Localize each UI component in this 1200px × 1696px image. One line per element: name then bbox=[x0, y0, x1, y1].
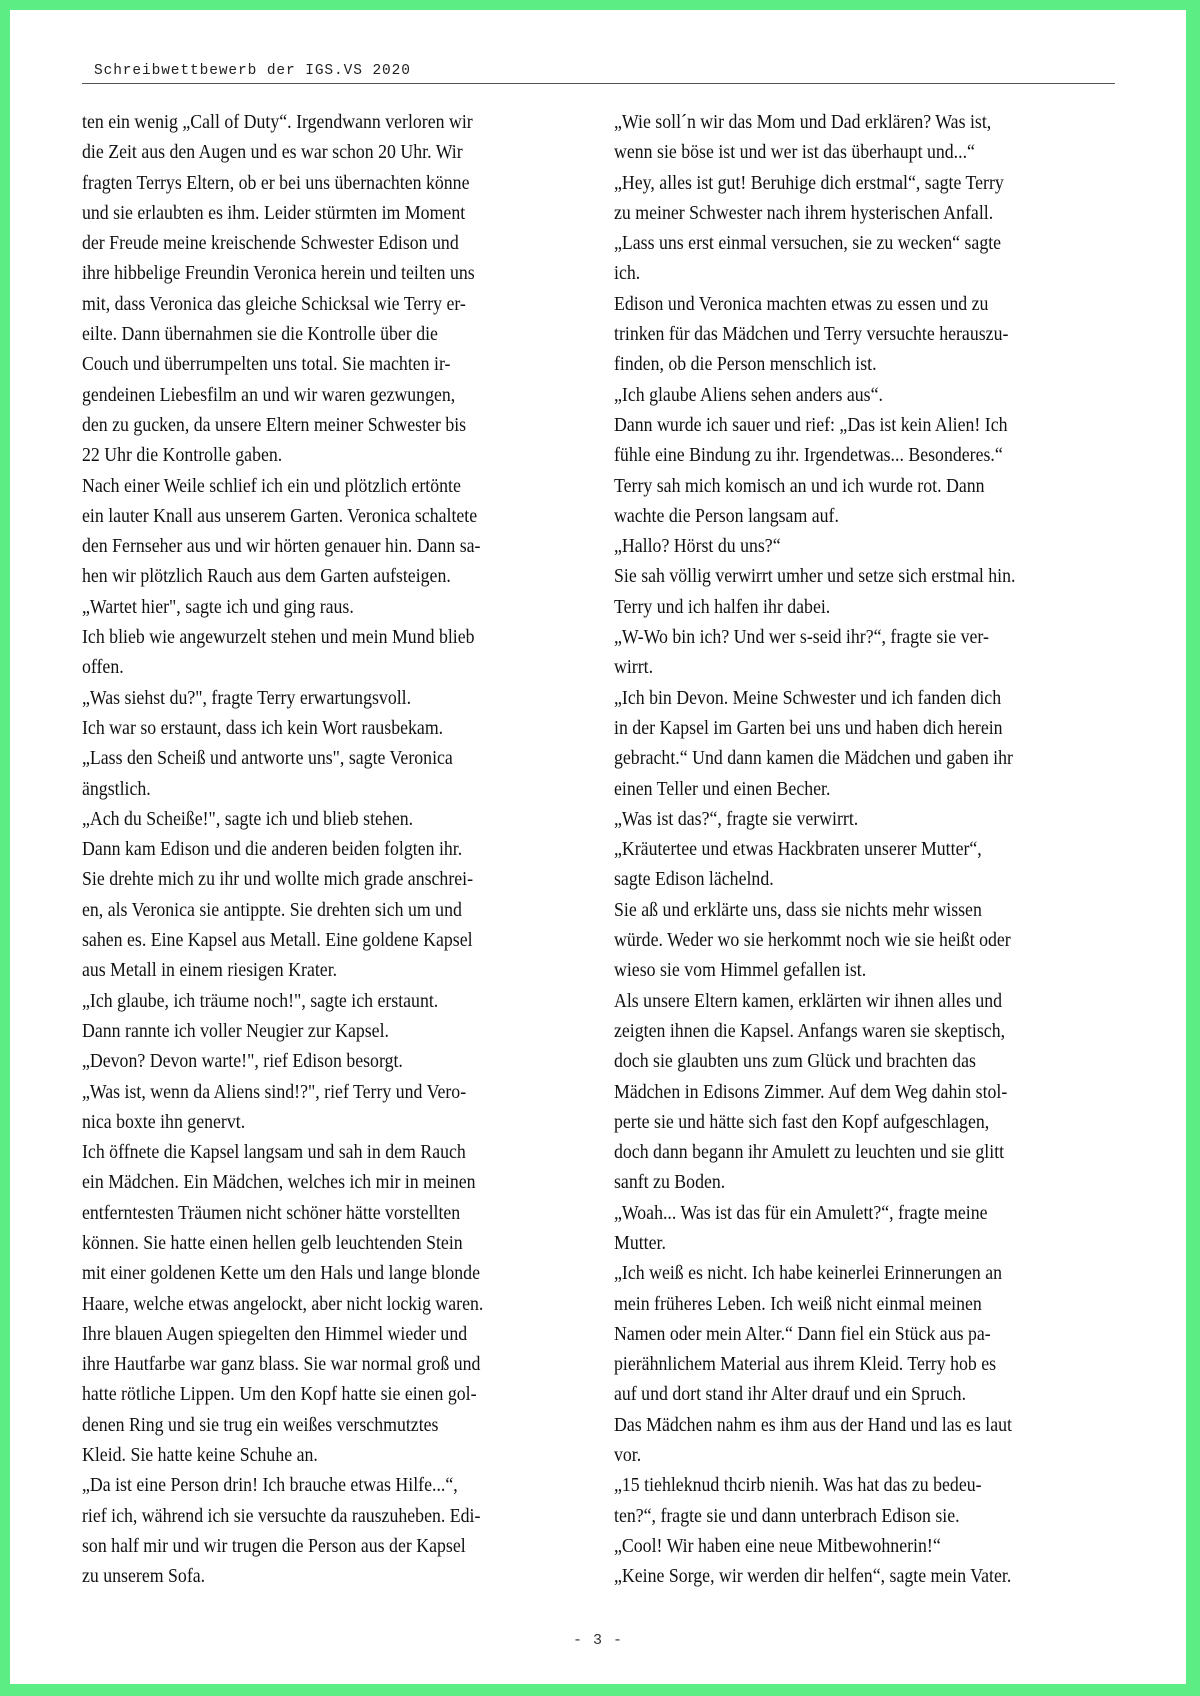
text-line: Sie sah völlig verwirrt umher und setze sich erstmal hin. bbox=[614, 565, 1016, 588]
text-line: ein lauter Knall aus unserem Garten. Veronica schaltete bbox=[82, 504, 478, 527]
text-line: Dann wurde ich sauer und rief: „Das ist kein Alien! Ich bbox=[614, 413, 1008, 436]
text-line: „Wie soll´n wir das Mom und Dad erklären? Was ist, bbox=[614, 111, 992, 133]
text-line: „Wartet hier", sagte ich und ging raus. bbox=[82, 595, 354, 618]
right-text-column bbox=[614, 107, 1134, 1592]
header-title: Schreibwettbewerb der IGS.VS 2020 bbox=[94, 63, 411, 79]
left-text-column bbox=[82, 107, 602, 1592]
text-line: Sie aß und erklärte uns, dass sie nichts mehr wissen bbox=[614, 898, 982, 921]
text-line: denen Ring und sie trug ein weißes verschmutztes bbox=[82, 1413, 439, 1436]
text-line: „W-Wo bin ich? Und wer s-seid ihr?“, fragte sie ver- bbox=[614, 626, 989, 649]
text-line: „Ich glaube, ich träume noch!", sagte ich erstaunt. bbox=[82, 989, 439, 1012]
text-line: „Was ist das?“, fragte sie verwirrt. bbox=[614, 807, 859, 830]
text-line: eilte. Dann übernahmen sie die Kontrolle über die bbox=[82, 323, 438, 346]
text-line: sanft zu Boden. bbox=[614, 1171, 726, 1194]
text-line: vor. bbox=[614, 1444, 642, 1467]
text-line: „Was siehst du?", fragte Terry erwartungsvoll. bbox=[82, 686, 412, 709]
text-line: Ich öffnete die Kapsel langsam und sah in dem Rauch bbox=[82, 1141, 466, 1164]
text-line: „15 tiehleknud thcirb nienih. Was hat das zu bedeu- bbox=[614, 1474, 982, 1497]
text-line: „Keine Sorge, wir werden dir helfen“, sagte mein Vater. bbox=[614, 1565, 1012, 1588]
text-line: Dann rannte ich voller Neugier zur Kapsel. bbox=[82, 1019, 389, 1042]
text-line: Nach einer Weile schlief ich ein und plötzlich ertönte bbox=[82, 474, 461, 497]
document-page bbox=[10, 10, 1186, 1684]
text-line: würde. Weder wo sie herkommt noch wie sie heißt oder bbox=[614, 929, 1011, 952]
text-line: ten?“, fragte sie und dann unterbrach Edison sie. bbox=[614, 1504, 960, 1527]
text-line: 22 Uhr die Kontrolle gaben. bbox=[82, 444, 283, 467]
text-line: doch dann begann ihr Amulett zu leuchten und sie glitt bbox=[614, 1141, 1005, 1164]
text-line: „Da ist eine Person drin! Ich brauche etwas Hilfe...“, bbox=[82, 1474, 458, 1497]
text-line: „Ich glaube Aliens sehen anders aus“. bbox=[614, 383, 883, 406]
text-line: gebracht.“ Und dann kamen die Mädchen und gaben ihr bbox=[614, 747, 1013, 770]
text-line: ihre hibbelige Freundin Veronica herein und teilten uns bbox=[82, 262, 475, 285]
text-line: „Kräutertee und etwas Hackbraten unserer Mutter“, bbox=[614, 838, 982, 861]
text-line: den zu gucken, da unsere Eltern meiner Schwester bis bbox=[82, 413, 467, 436]
text-line: offen. bbox=[82, 656, 124, 679]
text-line: hatte rötliche Lippen. Um den Kopf hatte sie einen gol- bbox=[82, 1383, 477, 1406]
text-line: Edison und Veronica machten etwas zu essen und zu bbox=[614, 292, 989, 315]
text-line: Namen oder mein Alter.“ Dann fiel ein Stück aus pa- bbox=[614, 1322, 991, 1345]
text-line: Kleid. Sie hatte keine Schuhe an. bbox=[82, 1444, 318, 1467]
text-line: wachte die Person langsam auf. bbox=[614, 504, 839, 527]
page-number: - 3 - bbox=[572, 1632, 623, 1649]
text-line: hen wir plötzlich Rauch aus dem Garten aufsteigen. bbox=[82, 565, 451, 588]
text-line: ten ein wenig „Call of Duty“. Irgendwann verloren wir bbox=[82, 111, 473, 133]
text-line: und sie erlaubten es ihm. Leider stürmten im Moment bbox=[82, 201, 466, 224]
text-line: Dann kam Edison und die anderen beiden folgten ihr. bbox=[82, 838, 463, 861]
text-line: ihre Hautfarbe war ganz blass. Sie war normal groß und bbox=[82, 1353, 481, 1376]
text-line: Terry sah mich komisch an und ich wurde rot. Dann bbox=[614, 474, 985, 497]
text-line: zu meiner Schwester nach ihrem hysterischen Anfall. bbox=[614, 201, 994, 224]
text-line: rief ich, während ich sie versuchte da rauszuheben. Edi- bbox=[82, 1504, 481, 1527]
text-line: Sie drehte mich zu ihr und wollte mich grade anschrei- bbox=[82, 868, 474, 891]
text-line: „Ach du Scheiße!", sagte ich und blieb stehen. bbox=[82, 807, 414, 830]
text-line: Couch und überrumpelten uns total. Sie machten ir- bbox=[82, 353, 451, 376]
text-line: „Ich bin Devon. Meine Schwester und ich fanden dich bbox=[614, 686, 1002, 709]
text-line: mit, dass Veronica das gleiche Schicksal wie Terry er- bbox=[82, 292, 466, 315]
text-line: mit einer goldenen Kette um den Hals und lange blonde bbox=[82, 1262, 480, 1285]
text-line: mein früheres Leben. Ich weiß nicht einmal meinen bbox=[614, 1292, 982, 1315]
text-line: sahen es. Eine Kapsel aus Metall. Eine goldene Kapsel bbox=[82, 929, 473, 952]
text-line: ängstlich. bbox=[82, 777, 151, 800]
text-line: können. Sie hatte einen hellen gelb leuchtenden Stein bbox=[82, 1231, 463, 1254]
text-line: nica boxte ihn genervt. bbox=[82, 1110, 246, 1133]
text-line: trinken für das Mädchen und Terry versuchte herauszu- bbox=[614, 323, 1009, 346]
page-header bbox=[82, 52, 1115, 84]
text-line: fühle eine Bindung zu ihr. Irgendetwas... Besonderes.“ bbox=[614, 444, 1003, 467]
text-line: aus Metall in einem riesigen Krater. bbox=[82, 959, 338, 982]
text-line: Mädchen in Edisons Zimmer. Auf dem Weg dahin stol- bbox=[614, 1080, 1008, 1103]
text-line: „Lass uns erst einmal versuchen, sie zu wecken“ sagte bbox=[614, 232, 1002, 255]
text-line: perte sie und hätte sich fast den Kopf aufgeschlagen, bbox=[614, 1110, 990, 1133]
text-line: en, als Veronica sie antippte. Sie drehten sich um und bbox=[82, 898, 462, 921]
text-line: zu unserem Sofa. bbox=[82, 1565, 206, 1588]
text-line: zeigten ihnen die Kapsel. Anfangs waren sie skeptisch, bbox=[614, 1019, 1006, 1042]
text-line: pierähnlichem Material aus ihrem Kleid. Terry hob es bbox=[614, 1353, 997, 1376]
text-line: ich. bbox=[614, 262, 641, 285]
text-line: wirrt. bbox=[614, 656, 654, 679]
text-line: finden, ob die Person menschlich ist. bbox=[614, 353, 877, 376]
text-line: fragten Terrys Eltern, ob er bei uns übernachten könne bbox=[82, 171, 470, 194]
text-line: die Zeit aus den Augen und es war schon 20 Uhr. Wir bbox=[82, 141, 463, 164]
text-line: Ich war so erstaunt, dass ich kein Wort rausbekam. bbox=[82, 716, 444, 739]
text-line: auf und dort stand ihr Alter drauf und ein Spruch. bbox=[614, 1383, 967, 1406]
text-line: „Hey, alles ist gut! Beruhige dich erstmal“, sagte Terry bbox=[614, 171, 1004, 194]
text-line: Als unsere Eltern kamen, erklärten wir ihnen alles und bbox=[614, 989, 1003, 1012]
text-line: „Was ist, wenn da Aliens sind!?", rief Terry und Vero- bbox=[82, 1080, 467, 1103]
text-line: ein Mädchen. Ein Mädchen, welches ich mir in meinen bbox=[82, 1171, 476, 1194]
text-line: „Lass den Scheiß und antworte uns", sagte Veronica bbox=[82, 747, 453, 770]
text-line: entferntesten Träumen nicht schöner hätte vorstellten bbox=[82, 1201, 461, 1224]
text-line: Terry und ich halfen ihr dabei. bbox=[614, 595, 831, 618]
text-line: wenn sie böse ist und wer ist das überhaupt und...“ bbox=[614, 141, 975, 164]
text-line: der Freude meine kreischende Schwester Edison und bbox=[82, 232, 459, 255]
text-line: gendeinen Liebesfilm an und wir waren gezwungen, bbox=[82, 383, 456, 406]
text-line: „Cool! Wir haben eine neue Mitbewohnerin!“ bbox=[614, 1534, 941, 1557]
text-line: doch sie glaubten uns zum Glück und brachten das bbox=[614, 1050, 976, 1073]
text-line: „Hallo? Hörst du uns?“ bbox=[614, 535, 781, 558]
text-line: „Woah... Was ist das für ein Amulett?“, fragte meine bbox=[614, 1201, 988, 1224]
text-line: Ihre blauen Augen spiegelten den Himmel wieder und bbox=[82, 1322, 468, 1345]
text-line: sagte Edison lächelnd. bbox=[614, 868, 774, 891]
text-line: „Devon? Devon warte!", rief Edison besorgt. bbox=[82, 1050, 403, 1073]
text-line: Ich blieb wie angewurzelt stehen und mein Mund blieb bbox=[82, 626, 475, 649]
text-line: Das Mädchen nahm es ihm aus der Hand und las es laut bbox=[614, 1413, 1013, 1436]
text-line: son half mir und wir trugen die Person aus der Kapsel bbox=[82, 1534, 466, 1557]
text-line: Mutter. bbox=[614, 1231, 666, 1254]
text-line: in der Kapsel im Garten bei uns und haben dich herein bbox=[614, 716, 1003, 739]
text-line: „Ich weiß es nicht. Ich habe keinerlei Erinnerungen an bbox=[614, 1262, 1003, 1285]
text-line: den Fernseher aus und wir hörten genauer hin. Dann sa- bbox=[82, 535, 481, 558]
text-line: wieso sie vom Himmel gefallen ist. bbox=[614, 959, 867, 982]
text-line: Haare, welche etwas angelockt, aber nicht lockig waren. bbox=[82, 1292, 484, 1315]
text-line: einen Teller und einen Becher. bbox=[614, 777, 831, 800]
